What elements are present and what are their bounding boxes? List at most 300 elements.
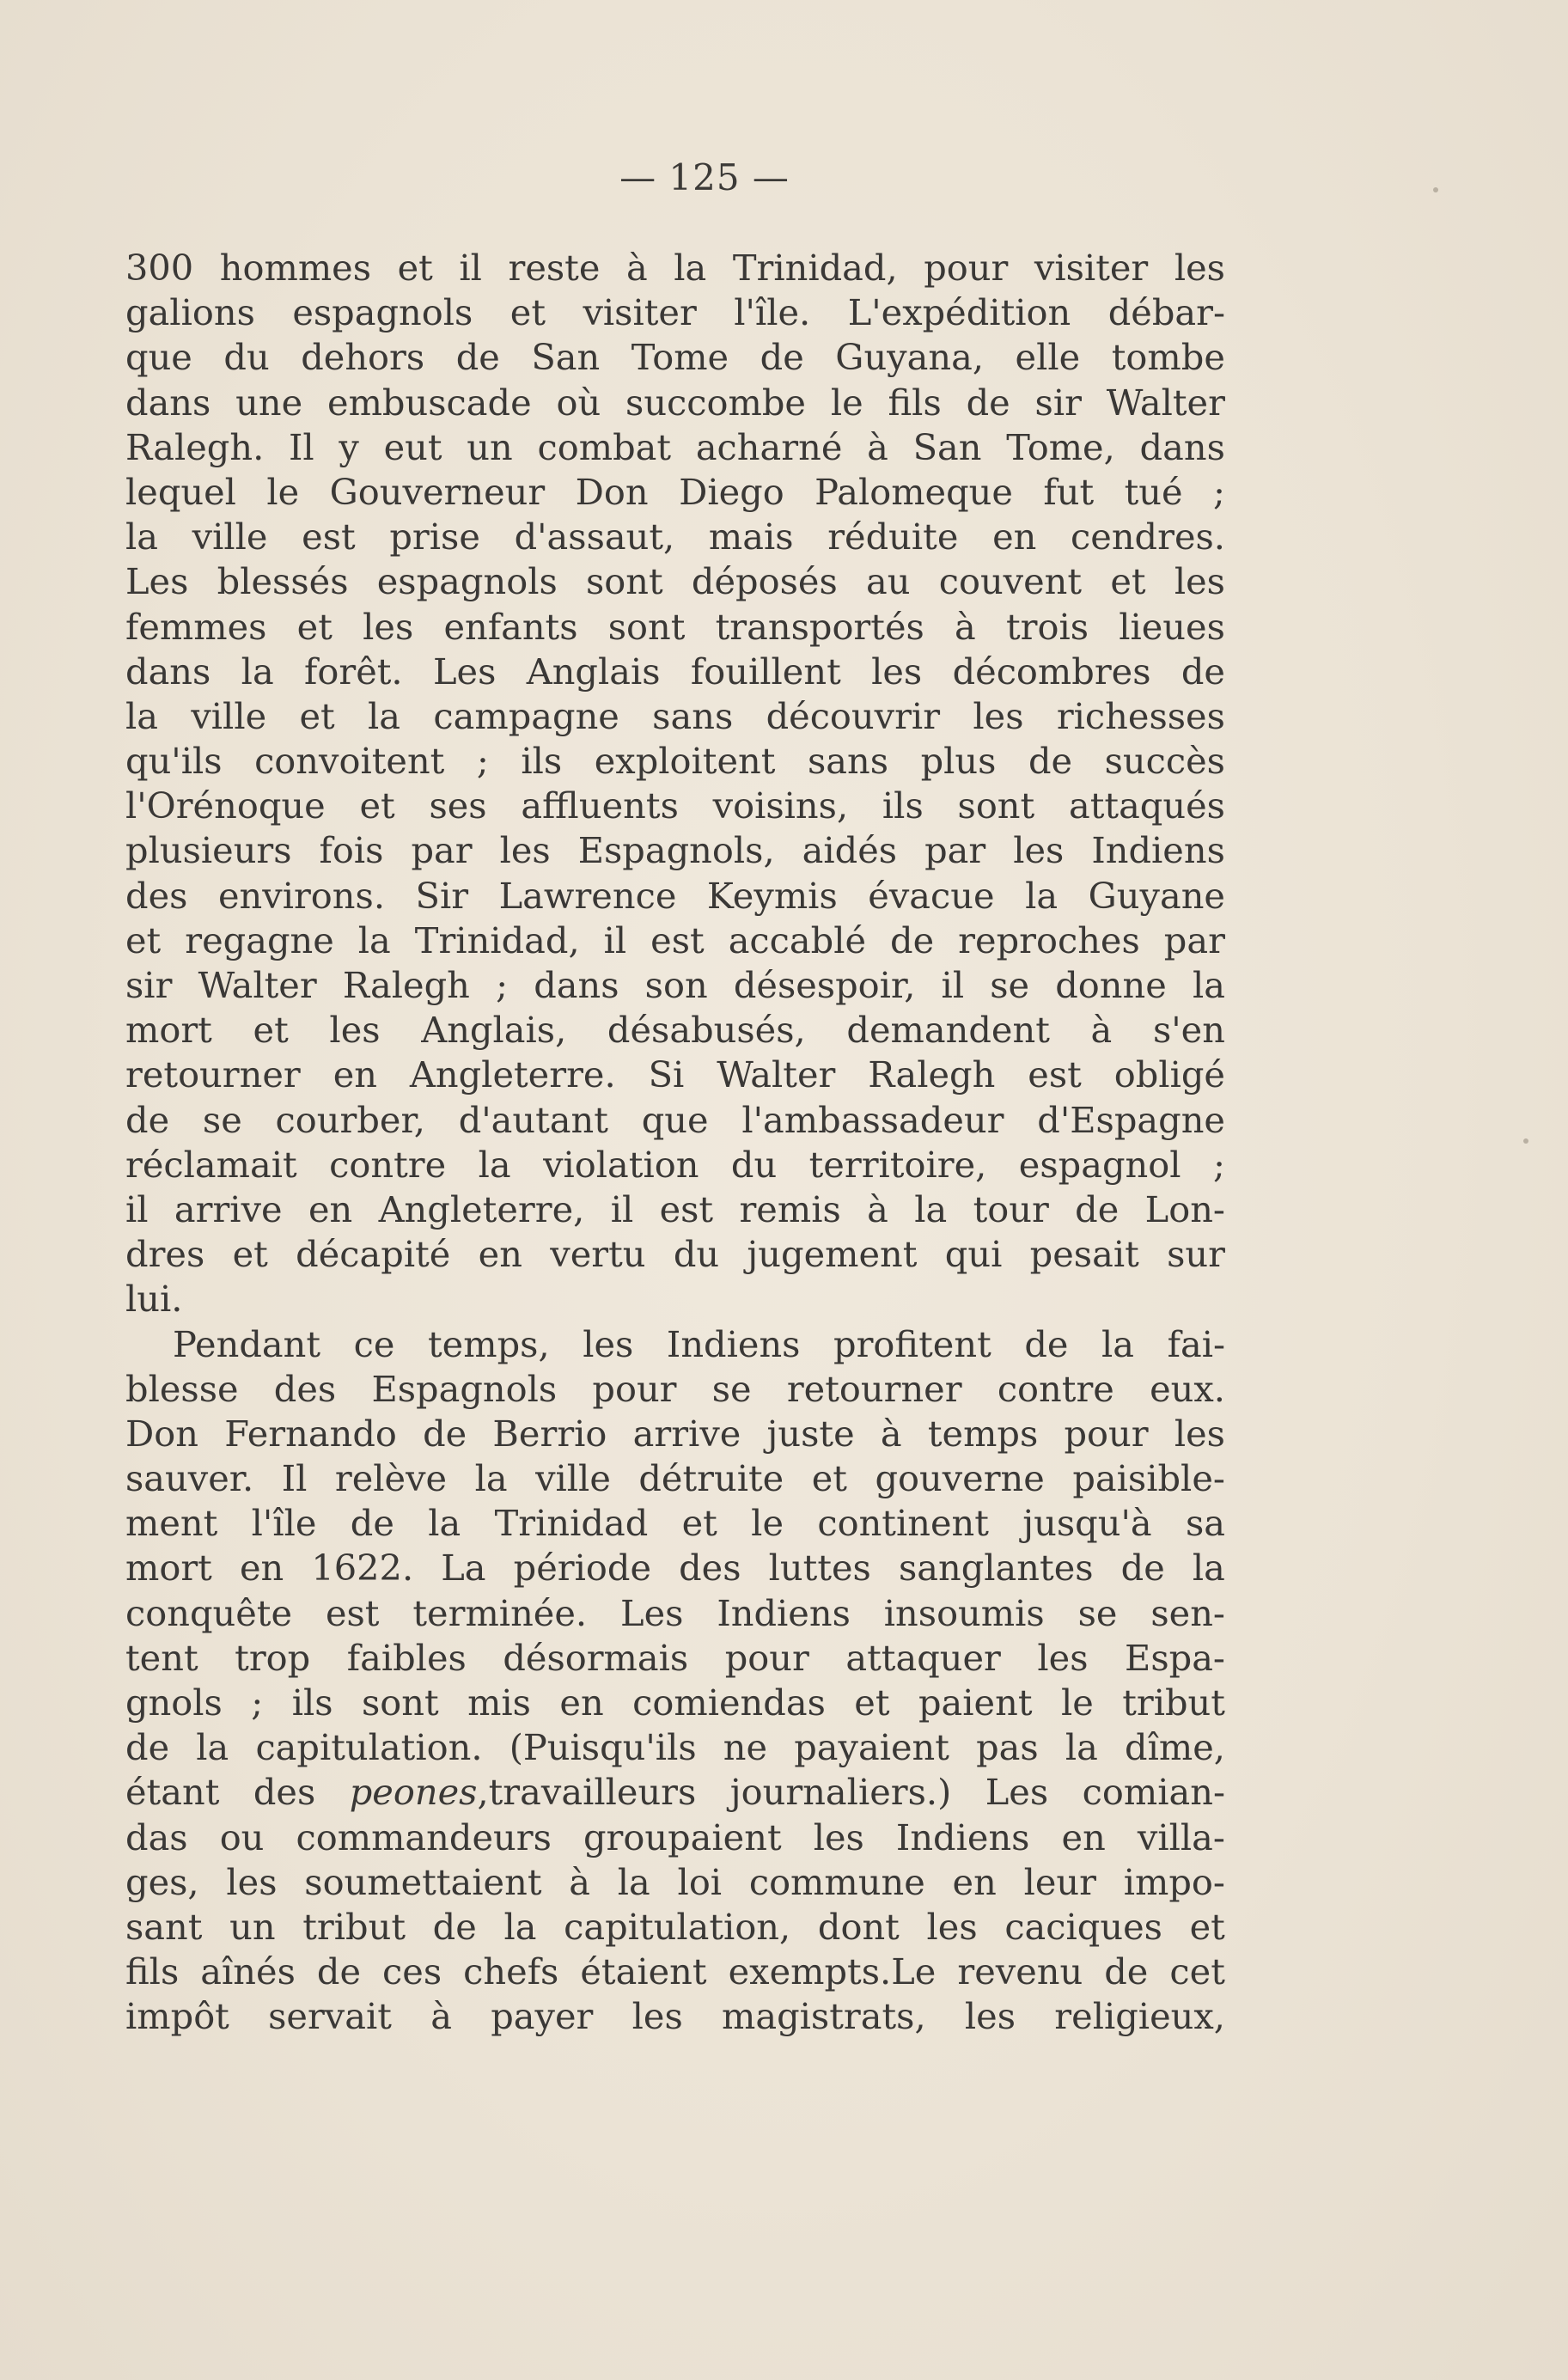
word: des: [273, 1367, 337, 1410]
word: Tome,: [1006, 425, 1115, 468]
word: exempts.Le: [728, 1950, 937, 1993]
word: ils: [882, 784, 924, 827]
word: convoitent: [254, 740, 445, 783]
word: sir: [1034, 381, 1082, 424]
word: de: [1024, 1322, 1069, 1365]
word: contre: [997, 1367, 1114, 1410]
text-line: [125, 470, 1225, 515]
word: en: [992, 516, 1037, 558]
text-line: [125, 246, 1225, 290]
word: la: [474, 1457, 508, 1500]
word: tué: [1124, 470, 1183, 513]
text-line: [125, 1053, 1225, 1097]
text-line: [125, 1860, 1225, 1905]
word: groupaient: [583, 1816, 782, 1858]
word: mis: [467, 1681, 531, 1724]
word: se: [1077, 1591, 1118, 1634]
word: un: [229, 1905, 276, 1948]
text-line: [125, 1187, 1225, 1232]
word: les: [973, 694, 1024, 737]
word: peones,travailleurs: [349, 1771, 697, 1814]
word: Walter: [1106, 381, 1225, 424]
text-line: [125, 1143, 1225, 1187]
word: ville: [192, 516, 268, 558]
word: Tome: [631, 336, 729, 379]
word: des: [125, 874, 188, 917]
word: hommes: [219, 247, 372, 289]
word: ment: [125, 1502, 218, 1545]
text-line: [125, 918, 1225, 963]
word: transportés: [715, 605, 924, 648]
word: et: [1110, 560, 1146, 603]
word: dans: [1139, 425, 1225, 468]
word: la: [196, 1726, 229, 1769]
word: les: [813, 1816, 864, 1858]
word: tribut: [302, 1905, 406, 1948]
word: succès: [1104, 740, 1225, 783]
word: les: [926, 1905, 978, 1948]
word: territoire,: [808, 1143, 987, 1186]
word: enfants: [443, 605, 578, 648]
word: succombe: [625, 381, 806, 424]
word: est: [659, 1187, 714, 1230]
word: décombres: [952, 650, 1151, 693]
word: sir: [125, 964, 173, 1006]
word: du: [223, 336, 270, 379]
word: sont: [607, 605, 686, 648]
word: les: [1174, 247, 1225, 289]
word: regagne: [185, 918, 334, 961]
word: à: [625, 247, 648, 289]
word: de: [350, 1502, 394, 1545]
word: payer: [491, 1995, 594, 2038]
word: en: [308, 1187, 353, 1230]
word: ils: [291, 1681, 333, 1724]
word: blessés: [217, 560, 349, 603]
word: plus: [920, 740, 997, 783]
word: y: [339, 425, 359, 468]
word: reproches: [958, 918, 1140, 961]
word: Espagnols: [371, 1367, 558, 1410]
word: Trinidad: [494, 1502, 649, 1545]
page-number: — 125 —: [619, 156, 790, 198]
paper-speck: [1523, 1138, 1528, 1144]
word: il: [603, 918, 627, 961]
word: l'Orénoque: [125, 784, 326, 827]
text-line: [125, 290, 1225, 335]
word: est: [302, 516, 356, 558]
word: Pendant: [173, 1322, 321, 1365]
word: trois: [1005, 605, 1089, 648]
text-line: [125, 1994, 1225, 2039]
word: déposés: [691, 560, 838, 603]
word: Diego: [679, 470, 784, 513]
word: est: [325, 1591, 380, 1634]
text-line: [125, 874, 1225, 918]
word: fut: [1043, 470, 1095, 513]
word: et: [397, 247, 433, 289]
word: est: [650, 918, 705, 961]
word: retourner: [786, 1367, 962, 1410]
word: Anglais,: [421, 1009, 567, 1052]
text-line: [125, 1501, 1225, 1546]
word: couvent: [938, 560, 1083, 603]
word: 300: [125, 247, 194, 289]
word: Indiens: [666, 1322, 801, 1365]
word: cendres.: [1071, 516, 1225, 558]
word: Lon-: [1144, 1187, 1225, 1230]
word: Il: [281, 1457, 308, 1500]
word: qu'ils: [125, 740, 223, 783]
word: Walter: [198, 964, 317, 1006]
word: arrive: [174, 1187, 283, 1230]
word: sant: [125, 1905, 203, 1948]
text-line: [125, 1591, 1225, 1636]
text-line: [125, 515, 1225, 559]
text-line: [125, 1277, 1225, 1321]
word: soumettaient: [304, 1860, 542, 1903]
word: violation: [543, 1143, 699, 1186]
word: Ralegh.: [125, 425, 265, 468]
word: réclamait: [125, 1143, 297, 1186]
text-line: [125, 559, 1225, 604]
word: tent: [125, 1636, 198, 1679]
word: pas: [976, 1726, 1039, 1769]
word: la: [241, 650, 274, 693]
word: de: [125, 1098, 170, 1141]
word: vertu: [550, 1233, 646, 1276]
text-line: [125, 605, 1225, 650]
word: fils: [888, 381, 942, 424]
word: le: [830, 381, 863, 424]
word: il: [125, 1187, 149, 1230]
word: jugement: [747, 1233, 918, 1276]
word: se: [711, 1367, 752, 1410]
word: désormais: [503, 1636, 689, 1679]
word: une: [235, 381, 303, 424]
word: donne: [1055, 964, 1167, 1006]
body-text: [125, 246, 1225, 2040]
text-line: [125, 1098, 1225, 1143]
word: d'Espagne: [1037, 1098, 1225, 1141]
word: Les: [432, 650, 497, 693]
word: en: [559, 1681, 604, 1724]
word: fouillent: [690, 650, 841, 693]
word: Ralegh: [868, 1053, 996, 1096]
word: la: [428, 1502, 461, 1545]
word: eux.: [1150, 1367, 1225, 1410]
word: richesses: [1056, 694, 1225, 737]
word: dans: [125, 381, 211, 424]
word: il: [459, 247, 482, 289]
word: de: [890, 918, 935, 961]
word: de: [1181, 650, 1225, 693]
word: Indiens: [1091, 829, 1225, 872]
word: conquête: [125, 1591, 293, 1634]
paper-speck: [1433, 187, 1438, 192]
word: ne: [723, 1726, 768, 1769]
word: servait: [268, 1995, 392, 2038]
text-line: [125, 1232, 1225, 1277]
word: lui.: [125, 1278, 183, 1321]
word: que: [641, 1098, 709, 1141]
word: Les: [985, 1771, 1049, 1814]
word: arrive: [632, 1412, 741, 1455]
word: Guyane: [1088, 874, 1225, 917]
word: sa: [1185, 1502, 1225, 1545]
word: les: [964, 1995, 1016, 2038]
word: Keymis: [706, 874, 838, 917]
text-line: [125, 963, 1225, 1008]
word: Les: [125, 560, 189, 603]
word: les: [631, 1995, 683, 2038]
word: la: [617, 1860, 650, 1903]
word: gouverne: [875, 1457, 1045, 1500]
word: se: [202, 1098, 242, 1141]
word: pour: [924, 247, 1009, 289]
word: d'autant: [458, 1098, 608, 1141]
text-line: [125, 1950, 1225, 1994]
word: et: [854, 1681, 890, 1724]
word: aidés: [802, 829, 898, 872]
word: relève: [334, 1457, 448, 1500]
word: Indiens: [717, 1591, 851, 1634]
word: pour: [592, 1367, 677, 1410]
word: et: [1189, 1905, 1225, 1948]
word: dans: [534, 964, 619, 1006]
word: payaient: [794, 1726, 949, 1769]
word: de: [316, 1950, 362, 1993]
word: les: [226, 1860, 278, 1903]
word: visiter: [583, 291, 697, 334]
word: pesait: [1029, 1233, 1139, 1276]
word: chefs: [463, 1950, 559, 1993]
word: Il: [289, 425, 314, 468]
word: femmes: [125, 605, 267, 648]
word: combat: [537, 425, 672, 468]
text-line: [125, 828, 1225, 873]
word: tombe: [1111, 336, 1225, 379]
text-line: [125, 1905, 1225, 1950]
word: en: [239, 1547, 284, 1590]
text-line: [125, 335, 1225, 380]
text-line: [125, 1636, 1225, 1681]
text-line: [125, 1367, 1225, 1412]
word: décapité: [296, 1233, 451, 1276]
word: est: [1028, 1053, 1082, 1096]
word: campagne: [433, 694, 619, 737]
word: sanglantes: [898, 1547, 1094, 1590]
text-line: [125, 739, 1225, 784]
word: désespoir,: [733, 964, 916, 1006]
word: leur: [1023, 1860, 1096, 1903]
word: à: [867, 425, 888, 468]
word: attaqués: [1068, 784, 1225, 827]
word: Angleterre.: [409, 1053, 616, 1096]
word: de: [1120, 1547, 1165, 1590]
word: désabusés,: [607, 1009, 806, 1052]
word: Guyana,: [835, 336, 985, 379]
word: das: [125, 1816, 188, 1858]
word: du: [673, 1233, 720, 1276]
word: étant: [125, 1771, 220, 1814]
word: retourner: [125, 1053, 301, 1096]
word: insoumis: [883, 1591, 1045, 1634]
word: Les: [620, 1591, 684, 1634]
word: la: [368, 694, 401, 737]
word: La: [441, 1547, 486, 1590]
word: lieues: [1119, 605, 1225, 648]
word: paisible-: [1072, 1457, 1225, 1500]
word: les: [871, 650, 923, 693]
word: impo-: [1123, 1860, 1225, 1903]
word: 1622.: [311, 1547, 414, 1590]
word: espagnols: [376, 560, 558, 603]
text-line: [125, 650, 1225, 694]
word: contre: [329, 1143, 447, 1186]
word: aînés: [200, 1950, 296, 1993]
word: Indiens: [895, 1816, 1030, 1858]
word: la: [478, 1143, 511, 1186]
word: de: [432, 1905, 477, 1948]
word: acharné: [695, 425, 843, 468]
word: pour: [1064, 1412, 1149, 1455]
word: détruite: [638, 1457, 784, 1500]
word: fois: [319, 829, 384, 872]
word: Espa-: [1125, 1636, 1225, 1679]
word: de: [125, 1726, 170, 1769]
word: mort: [125, 1009, 212, 1052]
word: Gouverneur: [329, 470, 546, 513]
word: se: [990, 964, 1030, 1006]
word: dres: [125, 1233, 205, 1276]
word: la: [1101, 1322, 1135, 1365]
text-line: [125, 1322, 1225, 1367]
word: sur: [1167, 1233, 1225, 1276]
word: tribut: [1122, 1681, 1225, 1724]
word: prise: [389, 516, 480, 558]
word: réduite: [827, 516, 959, 558]
word: et: [811, 1457, 847, 1500]
word: par: [1163, 918, 1225, 961]
word: la: [1025, 874, 1059, 917]
word: Ralegh: [342, 964, 470, 1006]
word: et: [125, 918, 162, 961]
word: à: [569, 1860, 591, 1903]
word: mais: [708, 516, 794, 558]
word: jusqu'à: [1022, 1502, 1152, 1545]
word: des: [253, 1771, 316, 1814]
word: mort: [125, 1547, 212, 1590]
word: courber,: [275, 1098, 425, 1141]
word: trop: [235, 1636, 311, 1679]
word: Don: [125, 1412, 198, 1455]
word: Palomeque: [815, 470, 1013, 513]
word: d'assaut,: [514, 516, 675, 558]
word: pour: [724, 1636, 809, 1679]
word: ville: [535, 1457, 611, 1500]
word: à: [1090, 1009, 1113, 1052]
word: ce: [353, 1322, 395, 1365]
word: Walter: [717, 1053, 836, 1096]
word: eut: [383, 425, 442, 468]
word: environs.: [217, 874, 386, 917]
word: du: [730, 1143, 778, 1186]
word: les: [363, 605, 414, 648]
word: à: [430, 1995, 452, 2038]
word: exploitent: [594, 740, 776, 783]
word: et: [296, 605, 333, 648]
word: la: [1192, 1547, 1225, 1590]
word: les: [499, 829, 551, 872]
word: religieux,: [1054, 1995, 1225, 2038]
word: de: [423, 1412, 467, 1455]
word: fai-: [1167, 1322, 1225, 1365]
word: Fernando: [224, 1412, 397, 1455]
word: tour: [973, 1187, 1049, 1230]
word: revenu: [957, 1950, 1083, 1993]
word: au: [866, 560, 911, 603]
word: débar-: [1107, 291, 1225, 334]
word: la: [125, 516, 159, 558]
word: capitulation,: [564, 1905, 791, 1948]
word: temps,: [428, 1322, 550, 1365]
word: à: [867, 1187, 888, 1230]
word: sont: [361, 1681, 439, 1724]
word: et: [509, 291, 546, 334]
word: Trinidad,: [414, 918, 580, 961]
word: le: [751, 1502, 784, 1545]
word: reste: [508, 247, 601, 289]
word: la: [1192, 964, 1225, 1006]
word: accablé: [728, 918, 867, 961]
word: de: [1028, 740, 1073, 783]
word: L'expédition: [847, 291, 1071, 334]
word: et: [359, 784, 395, 827]
word: ges,: [125, 1860, 199, 1903]
word: commandeurs: [296, 1816, 552, 1858]
word: faibles: [346, 1636, 467, 1679]
word: de: [1075, 1187, 1120, 1230]
word: ;: [1212, 1143, 1225, 1186]
word: un: [467, 425, 513, 468]
word: continent: [817, 1502, 989, 1545]
word: loi: [677, 1860, 723, 1903]
word: San: [912, 425, 982, 468]
word: visiter: [1034, 247, 1149, 289]
word: ils: [521, 740, 563, 783]
word: voisins,: [712, 784, 849, 827]
word: et: [299, 694, 335, 737]
word: les: [329, 1009, 381, 1052]
word: attaquer: [845, 1636, 1001, 1679]
word: ses: [429, 784, 487, 827]
word: Si: [648, 1053, 685, 1096]
word: caciques: [1004, 1905, 1162, 1948]
word: la: [914, 1187, 948, 1230]
word: profitent: [833, 1322, 991, 1365]
word: sauver.: [125, 1457, 254, 1500]
word: lequel: [125, 470, 236, 513]
text-line: [125, 1008, 1225, 1053]
word: fils: [125, 1950, 180, 1993]
word: Sir: [415, 874, 469, 917]
word: que: [125, 336, 192, 379]
word: découvrir: [766, 694, 941, 737]
word: la: [1065, 1726, 1098, 1769]
word: (Puisqu'ils: [509, 1726, 697, 1769]
word: journaliers.): [729, 1771, 952, 1814]
